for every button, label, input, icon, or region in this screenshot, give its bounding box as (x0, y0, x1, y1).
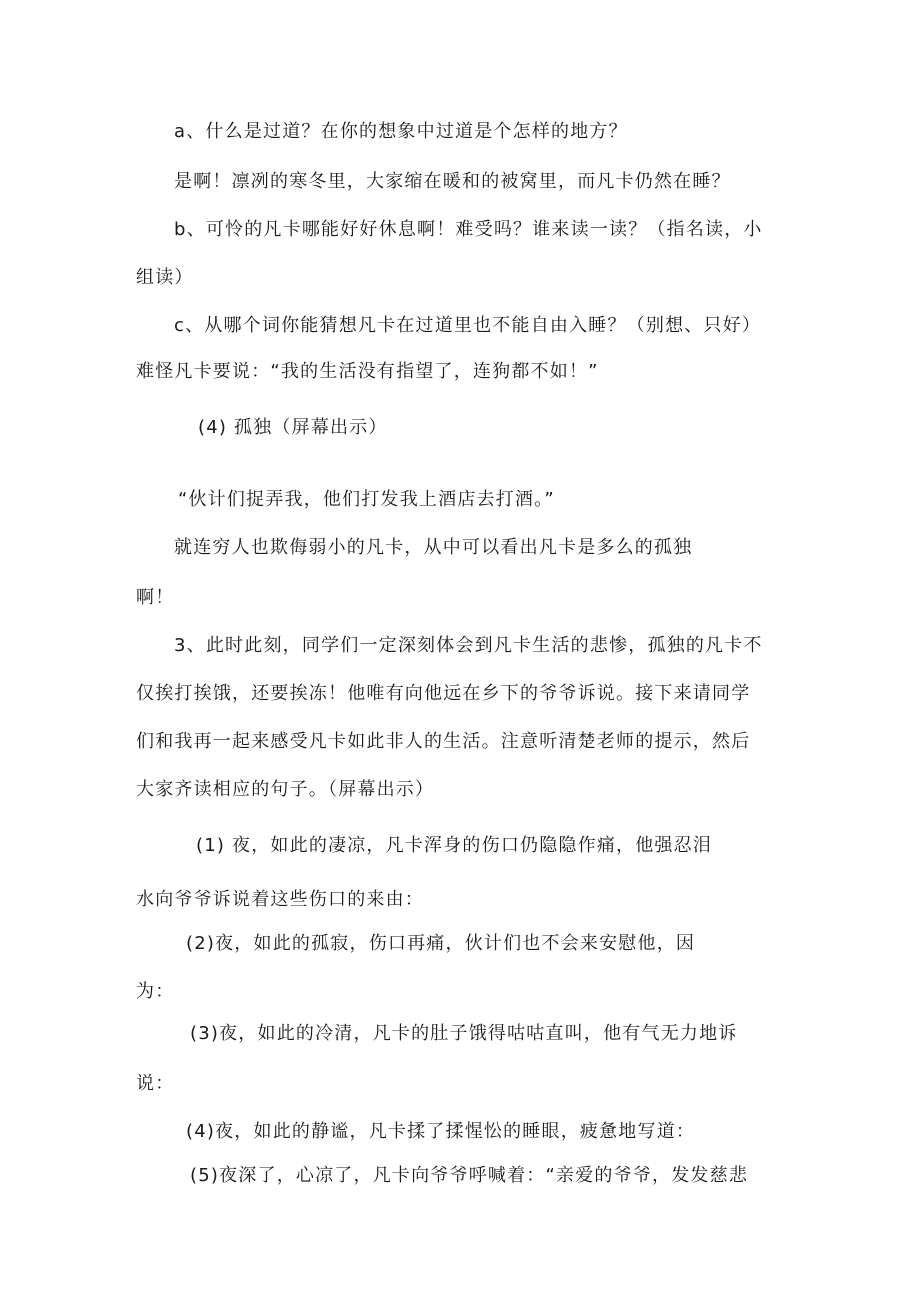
paragraph-line: 大家齐读相应的句子。（屏幕出示） (136, 779, 435, 800)
paragraph-line: b、可怜的凡卡哪能好好休息啊！难受吗？谁来读一读？（指名读，小 (174, 219, 763, 240)
list-item-line: (3)夜，如此的冷清，凡卡的肚子饿得咕咕直叫，他有气无力地诉 (190, 1023, 738, 1044)
paragraph-line: 就连穷人也欺侮弱小的凡卡，从中可以看出凡卡是多么的孤独 (174, 537, 693, 558)
paragraph-line: 是啊！凛冽的寒冬里，大家缩在暖和的被窝里，而凡卡仍然在睡？ (174, 171, 731, 192)
paragraph-line: 3、此时此刻，同学们一定深刻体会到凡卡生活的悲惨，孤独的凡卡不 (174, 635, 763, 656)
paragraph-line: a、什么是过道？在你的想象中过道是个怎样的地方？ (174, 121, 628, 142)
list-item-line: (4)夜，如此的静谧，凡卡揉了揉惺忪的睡眼，疲惫地写道： (186, 1121, 696, 1142)
paragraph-line: 们和我再一起来感受凡卡如此非人的生活。注意听清楚老师的提示，然后 (136, 731, 751, 752)
quote-line: “伙计们捉弄我，他们打发我上酒店去打酒。” (178, 489, 555, 510)
list-item-line: (5)夜深了，心凉了，凡卡向爷爷呼喊着：“亲爱的爷爷，发发慈悲 (190, 1165, 749, 1186)
paragraph-line: 仅挨打挨饿，还要挨冻！他唯有向他远在乡下的爷爷诉说。接下来请同学 (136, 683, 751, 704)
paragraph-line: c、从哪个词你能猜想凡卡在过道里也不能自由入睡？（别想、只好） (174, 315, 762, 336)
list-item-line: 说： (136, 1073, 175, 1094)
paragraph-line: 组读） (136, 267, 194, 288)
list-item-line: (2)夜，如此的孤寂，伤口再痛，伙计们也不会来安慰他，因 (186, 933, 696, 954)
list-item-line: 为： (136, 981, 175, 1002)
list-item-line: 水向爷爷诉说着这些伤口的来由： (136, 889, 424, 910)
subheading: (4) 孤独（屏幕出示） (198, 417, 388, 438)
paragraph-line: 啊！ (136, 587, 175, 608)
list-item-line: (1) 夜，如此的凄凉，凡卡浑身的伤口仍隐隐作痛，他强忍泪 (196, 835, 713, 856)
paragraph-line: 难怪凡卡要说：“我的生活没有指望了，连狗都不如！” (136, 361, 599, 382)
